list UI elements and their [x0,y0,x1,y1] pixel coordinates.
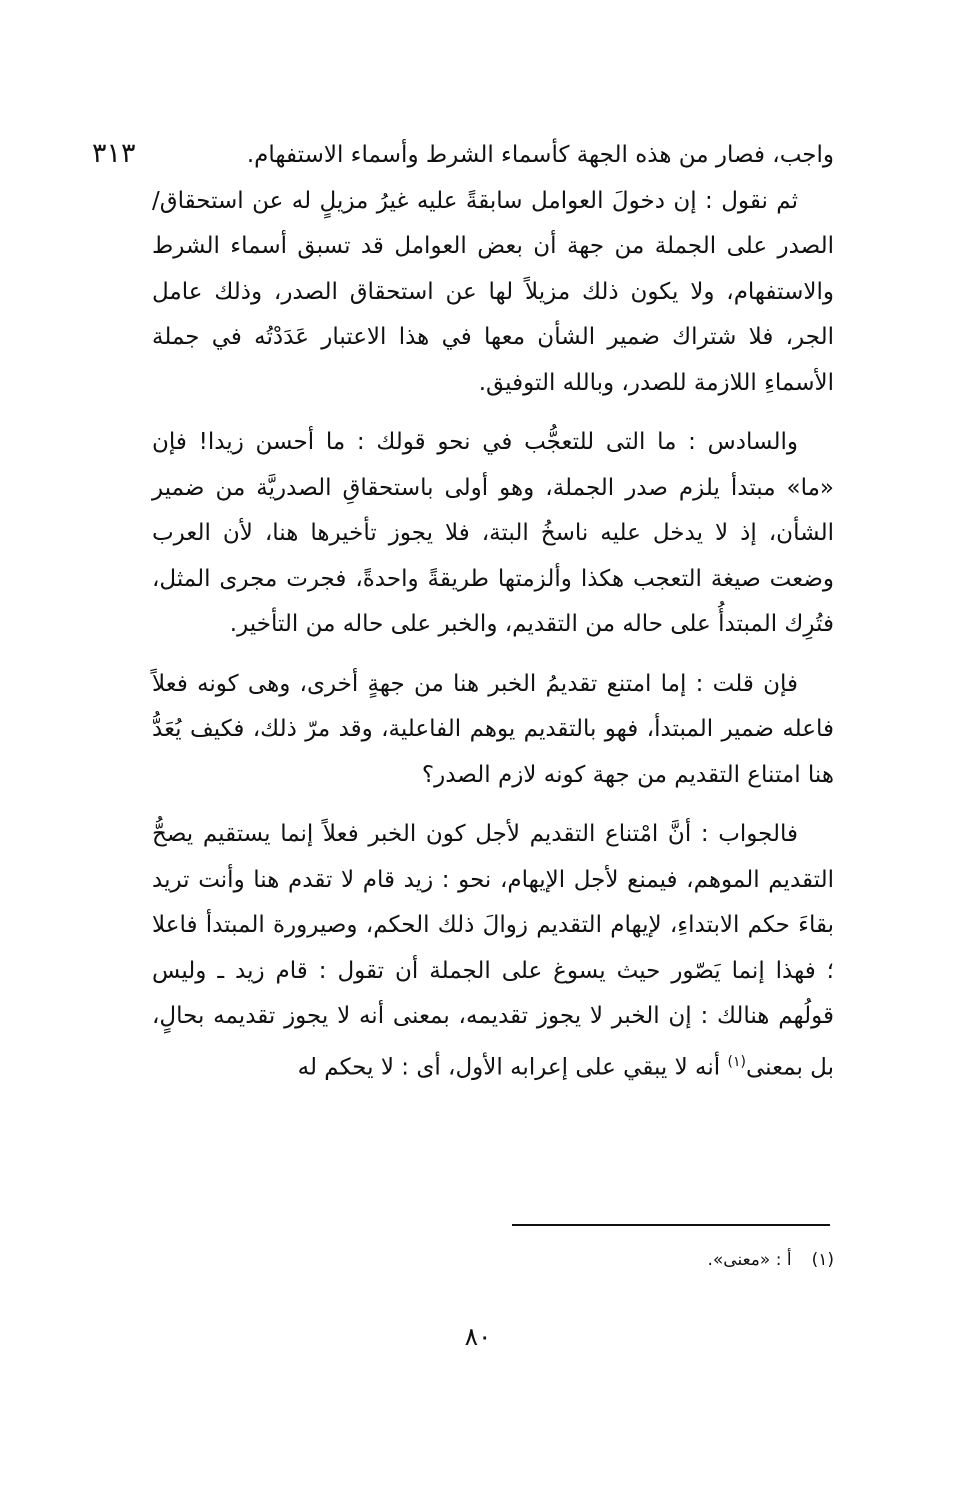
paragraph-tail: أنه لا يبقي على إعرابه الأول، أى : لا يحكم له [297,1054,721,1081]
footnote-text: أ : «معنى». [707,1250,792,1270]
side-page-number: ٣١٣ [92,138,136,169]
paragraph-text: فالجواب : أنَّ امْتناع التقديم لأجل كون الخبر فعلاً إنما يستقيم يصحُّ التقديم الموهم، فيمنع لأجل الإيهام، نحو : زيد قام لا تقدم هنا وأنت تريد بقاءَ حكم الابتداءِ، لإيهام التقديم زوالَ ذلك الحكم، وصيرورة المبتدأ فاعلا ؛ فهذا إنما يَصّور حيث يسوغ على الجملة أن تقول : قام زيد ـ وليس قولُهم هنالك : إن الخبر لا يجوز تقديمه، بمعنى أنه لا يجوز تقديمه بحالٍ، بل بمعنى [152,821,834,1081]
paragraph: ثم نقول : إن دخولَ العوامل سابقةً عليه غيرُ مزيلٍ له عن استحقاق/ الصدر على الجملة من جهة أن بعض العوامل قد تسبق أسماء الشرط والاستفهام، ولا يكون ذلك مزيلاً لها عن استحقاق الصدر، وذلك عامل الجر، فلا شتراك ضمير الشأن معها في هذا الاعتبار عَدَدْتُه في جملة الأسماءِ اللازمة للصدر، وبالله التوفيق. [152,187,834,396]
footnote [708,1250,835,1270]
footnote-divider [512,1224,830,1226]
paragraph: فإن قلت : إما امتنع تقديمُ الخبر هنا من جهةٍ أخرى، وهى كونه فعلاً فاعله ضمير المبتدأ، فهو بالتقديم يوهم الفاعلية، وقد مرّ ذلك، فكيف يُعَدُّ هنا امتناع التقديم من جهة كونه لازم الصدر؟ [152,670,834,788]
paragraph-continuation: واجب، فصار من هذه الجهة كأسماء الشرط وأسماء الاستفهام. [246,142,834,168]
footnote-number: (١) [811,1250,834,1270]
page-number: ٨٠ [464,1322,492,1351]
footnote-reference: (١) [727,1053,746,1070]
paragraph: والسادس : ما التى للتعجُّب في نحو قولك : ما أحسن زيدا! فإن «ما» مبتدأ يلزم صدر الجملة، وهو أولى باستحقاقِ الصدريَّة من ضمير الشأن، إذ لا يدخل عليه ناسخُ البتة، فلا يجوز تأخيرها هنا، لأن العرب وضعت صيغة التعجب هكذا وألزمتها طريقةً واحدةً، فجرت مجرى المثل، فتُرِك المبتدأُ على حاله من التقديم، والخبر على حاله من التأخير. [152,429,834,637]
paragraph-with-footnote [152,812,834,1091]
main-text [152,133,834,1091]
